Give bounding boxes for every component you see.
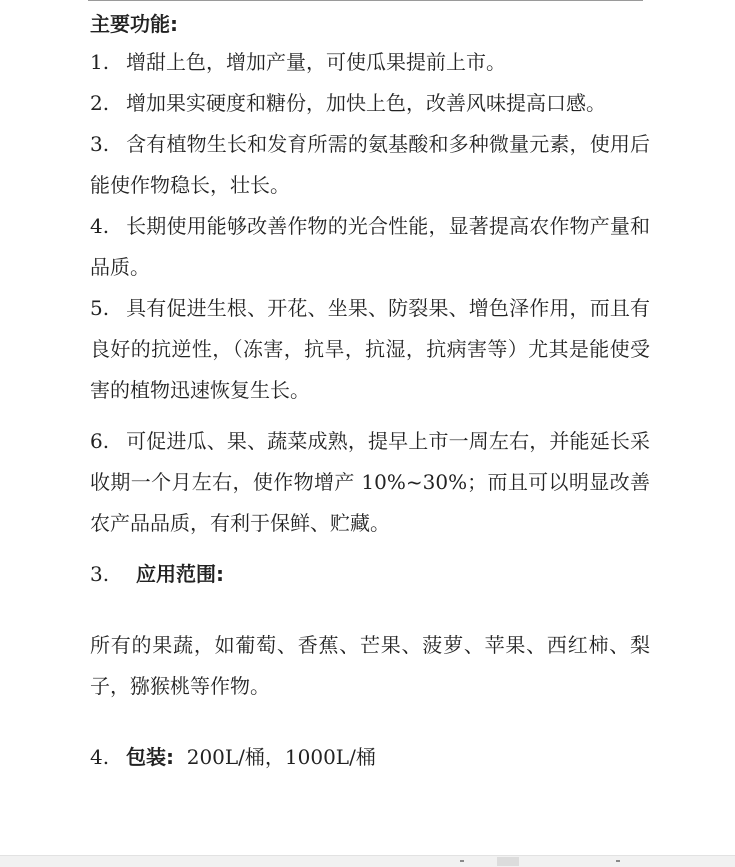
function-item-5 bbox=[90, 288, 650, 411]
application-heading bbox=[90, 554, 650, 595]
packaging-value: 200L/桶，1000L/桶 bbox=[186, 745, 376, 769]
function-item-1-text: 增甜上色，增加产量，可使瓜果提前上市。 bbox=[126, 50, 506, 74]
function-item-3-text: 含有植物生长和发育所需的氨基酸和多种微量元素，使用后能使作物稳长，壮长。 bbox=[90, 132, 650, 197]
top-divider bbox=[88, 0, 643, 1]
function-item-5-number: 5. bbox=[90, 296, 110, 320]
function-item-2-text: 增加果实硬度和糖份，加快上色，改善风味提高口感。 bbox=[126, 91, 606, 115]
function-item-3-number: 3. bbox=[90, 132, 110, 156]
function-item-6 bbox=[90, 421, 650, 544]
function-item-6-text: 可促进瓜、果、蔬菜成熟，提早上市一周左右，并能延长采收期一个月左右，使作物增产 10%~30%；而且可以明显改善农产品品质，有利于保鲜、贮藏。 bbox=[90, 429, 650, 535]
function-item-4-number: 4. bbox=[90, 214, 110, 238]
spacer bbox=[90, 411, 650, 421]
function-item-1 bbox=[90, 42, 650, 83]
function-item-5-text: 具有促进生根、开花、坐果、防裂果、增色泽作用，而且有良好的抗逆性，（冻害，抗旱，抗湿，抗病害等）尤其是能使受害的植物迅速恢复生长。 bbox=[90, 296, 650, 402]
spacer bbox=[90, 595, 650, 625]
function-item-2-number: 2. bbox=[90, 91, 110, 115]
spacer bbox=[90, 707, 650, 737]
horizontal-scrollbar[interactable] bbox=[0, 855, 735, 867]
function-item-4-text: 长期使用能够改善作物的光合性能，显著提高农作物产量和品质。 bbox=[90, 214, 650, 279]
scroll-tick-icon bbox=[616, 860, 620, 862]
packaging-line bbox=[90, 737, 650, 778]
function-item-1-number: 1. bbox=[90, 50, 110, 74]
application-text: 所有的果蔬，如葡萄、香蕉、芒果、菠萝、苹果、西红柿、梨子，猕猴桃等作物。 bbox=[90, 633, 650, 698]
function-item-2 bbox=[90, 83, 650, 124]
scroll-tick-icon bbox=[460, 860, 464, 862]
scrollbar-thumb[interactable] bbox=[497, 857, 519, 866]
packaging-number: 4. bbox=[90, 745, 110, 769]
function-item-4 bbox=[90, 206, 650, 288]
spacer bbox=[90, 544, 650, 554]
function-item-3 bbox=[90, 124, 650, 206]
application-number: 3. bbox=[90, 562, 110, 586]
packaging-label: 包装: bbox=[126, 745, 174, 769]
section-heading-main-functions: 主要功能: bbox=[90, 12, 178, 36]
document-body bbox=[90, 6, 650, 778]
application-label: 应用范围: bbox=[136, 562, 224, 586]
function-item-6-number: 6. bbox=[90, 429, 110, 453]
